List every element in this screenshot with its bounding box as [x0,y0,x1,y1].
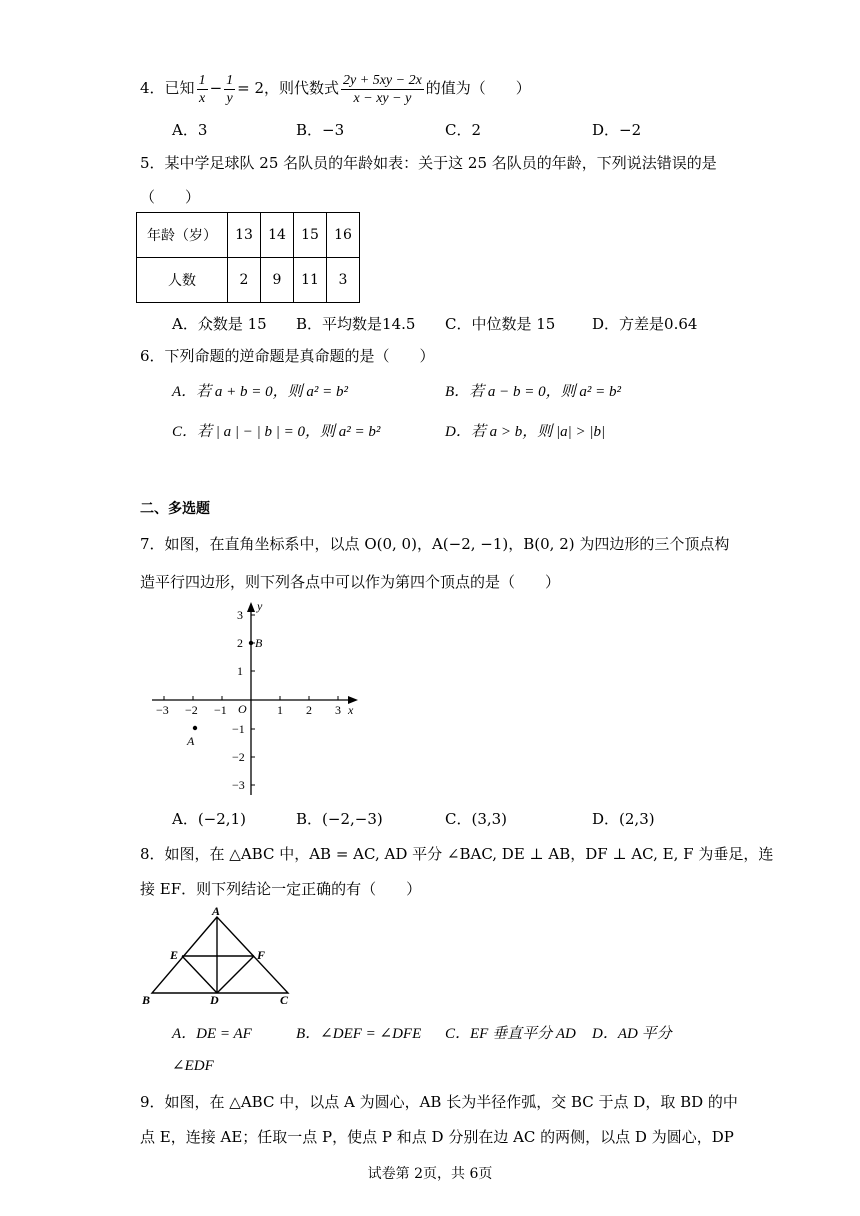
q8-option-d-continuation: ∠EDF [172,1058,214,1074]
q8-line1: 8．如图，在 △ABC 中，AB = AC, AD 平分 ∠BAC, DE ⊥ AB，DF ⊥ AC, E, F 为垂足，连 [140,845,774,863]
q9-line2: 点 E，连接 AE；任取一点 P，使点 P 和点 D 分别在边 AC 的两侧，以点 D 为圆心，DP [140,1128,734,1146]
section-title: 二、多选题 [140,501,210,517]
q5-option-c: C．中位数是 15 [445,315,556,333]
x-axis-label: x [348,703,354,717]
x-tick-label: −2 [185,703,198,717]
q4-pre: 已知 [164,79,195,97]
age-table [136,212,360,303]
q5-option-b: B．平均数是14.5 [296,315,416,333]
coordinate-graph [148,600,368,800]
q8-option-d: D．AD 平分 [592,1026,672,1042]
q8-option-a: A．DE = AF [172,1026,252,1042]
table-header-age: 年龄（岁） [137,213,228,258]
label-b: B [142,993,151,1005]
label-d: D [210,993,219,1005]
q6-option-d: D．若 a > b，则 |a| > |b| [445,424,606,440]
table-cell: 14 [261,213,294,258]
q8-line2: 接 EF．则下列结论一定正确的有（ ） [140,880,422,898]
table-cell: 15 [294,213,327,258]
table-cell: 2 [228,258,261,303]
q4-expression-fraction: $\frac{2y + 5xy - 2x}{x - xy - y}$ [343,72,422,106]
x-tick-label: 3 [335,703,341,717]
label-e: E [170,948,179,962]
q4-option-c: C．2 [445,121,482,139]
q5-question: 5．某中学足球队 25 名队员的年龄如表：关于这 25 名队员的年龄，下列说法错误的是 [140,154,717,172]
label-f: F [257,948,266,962]
table-cell: 9 [261,258,294,303]
q7-option-b: B．(−2,−3) [296,810,383,828]
origin-label: O [238,702,247,716]
q8-option-c: C．EF 垂直平分 AD [445,1026,576,1042]
q4-eq: = 2 [237,79,265,97]
y-tick-label: 2 [237,636,243,650]
page-footer: 试卷第 2页，共 6页 [367,1166,493,1182]
q6-option-c: C．若 | a | − | b | = 0，则 a² = b² [172,424,381,440]
q6-option-a: A．若 a + b = 0，则 a² = b² [172,384,349,400]
table-cell: 3 [327,258,360,303]
q4-line: 4．已知 $\frac{1}{x}$ − $\frac{1}{y}$ = 2，则代数式 $\frac{2y + 5xy - 2x}{x - xy - y}$ 的值为（ ） [140,72,531,106]
table-header-count: 人数 [137,258,228,303]
label-c: C [280,993,289,1005]
y-tick-label: −2 [232,750,245,764]
y-tick-label: −3 [232,778,245,792]
point-b [249,641,253,645]
q8-option-b: B．∠DEF = ∠DFE [296,1026,422,1042]
point-a [193,726,197,730]
q4-option-b: B．−3 [296,121,345,139]
point-b-label: B [255,636,263,650]
q7-option-a: A．(−2,1) [172,810,246,828]
y-axis-label: y [257,600,263,613]
table-cell: 16 [327,213,360,258]
table-cell: 11 [294,258,327,303]
q6-question: 6．下列命题的逆命题是真命题的是（ ） [140,347,435,365]
x-tick-label: 2 [306,703,312,717]
x-tick-label: −1 [214,703,227,717]
q7-option-d: D．(2,3) [592,810,655,828]
point-a-label: A [187,734,195,748]
q4-number: 4． [140,79,165,97]
q6-option-b: B．若 a − b = 0，则 a² = b² [445,384,622,400]
label-a: A [212,905,221,918]
q5-option-a: A．众数是 15 [172,315,267,333]
q9-line1: 9．如图，在 △ABC 中，以点 A 为圆心，AB 长为半径作弧，交 BC 于点 D，取 BD 的中 [140,1093,738,1111]
fraction-1-over-x: $\frac{1}{x}$ [198,72,206,106]
q4-post: 的值为（ ） [425,79,531,97]
q7-line1: 7．如图，在直角坐标系中，以点 O(0, 0)，A(−2, −1)，B(0, 2) 为四边形的三个顶点构 [140,535,730,553]
x-tick-label: −3 [156,703,169,717]
table-cell: 13 [228,213,261,258]
q4-mid: ，则代数式 [264,79,340,97]
triangle-figure [140,905,310,1005]
q5-option-d: D．方差是0.64 [592,315,698,333]
q4-option-d: D．−2 [592,121,642,139]
y-tick-label: 1 [237,664,243,678]
q4-option-a: A．3 [172,121,208,139]
q5-paren: （ ） [140,188,201,206]
q7-line2: 造平行四边形，则下列各点中可以作为第四个顶点的是（ ） [140,573,561,591]
q7-option-c: C．(3,3) [445,810,508,828]
fraction-1-over-y: $\frac{1}{y}$ [226,72,234,106]
y-tick-label: 3 [237,608,243,622]
x-tick-label: 1 [277,703,283,717]
y-tick-label: −1 [232,722,245,736]
